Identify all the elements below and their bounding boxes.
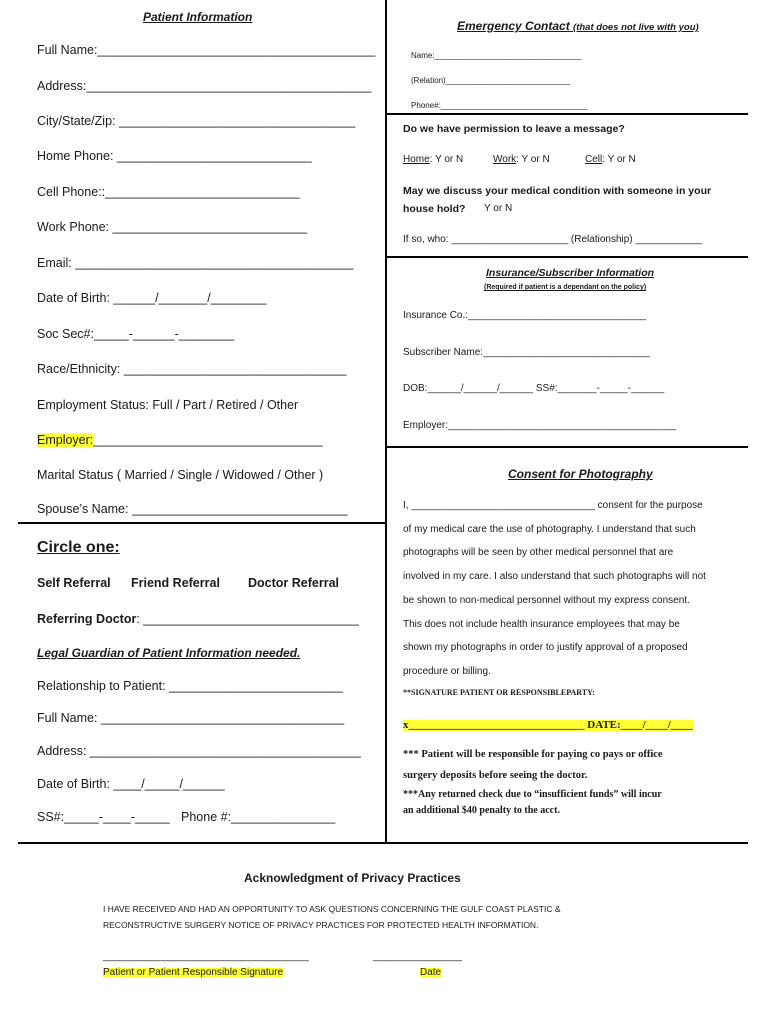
- consent-signature-label: **SIGNATURE PATIENT OR RESPONSIBLEPARTY:: [403, 688, 595, 697]
- consent-line: I, _________________________________ consent for the purpose: [403, 500, 703, 511]
- legal-guardian-heading: Legal Guardian of Patient Information needed.: [37, 646, 301, 660]
- consent-signature-line[interactable]: x________________________________ DATE:____/____/____: [403, 719, 693, 731]
- employer-field[interactable]: [37, 434, 323, 447]
- emergency-contact-title: Emergency Contact: [457, 19, 570, 33]
- returned-check-notice-line: an additional $40 penalty to the acct.: [403, 805, 560, 816]
- friend-referral-option[interactable]: Friend Referral: [131, 576, 220, 590]
- privacy-signature-label: Patient or Patient Responsible Signature: [103, 967, 284, 978]
- left-section-divider: [18, 522, 386, 524]
- insurance-company-field[interactable]: Insurance Co.:________________________________: [403, 310, 647, 321]
- marital-status-field[interactable]: Marital Status ( Married / Single / Widowed / Other ): [37, 468, 324, 482]
- discuss-condition-question: May we discuss your medical condition with someone in your: [403, 185, 712, 197]
- address-field[interactable]: Address:_________________________________________: [37, 79, 372, 93]
- consent-line: of my medical care the use of photography. I understand that such: [403, 524, 696, 535]
- doctor-referral-option[interactable]: Doctor Referral: [248, 576, 339, 590]
- consent-line: be shown to non-medical personnel without my express consent.: [403, 595, 690, 606]
- home-message-option[interactable]: [403, 155, 463, 165]
- guardian-phone-field[interactable]: Phone #:_______________: [181, 810, 336, 824]
- emergency-contact-heading: [457, 20, 699, 33]
- column-divider: [385, 0, 387, 843]
- guardian-full-name-field[interactable]: Full Name: ___________________________________: [37, 711, 345, 725]
- page-bottom-divider: [18, 842, 748, 844]
- insurance-heading: Insurance/Subscriber Information: [486, 267, 655, 279]
- work-phone-field[interactable]: Work Phone: ____________________________: [37, 220, 308, 234]
- guardian-ss-field[interactable]: SS#:_____-____-_____: [37, 810, 170, 824]
- if-so-who-field[interactable]: If so, who: _____________________ (Relationship) ____________: [403, 234, 703, 245]
- consent-line: photographs will be seen by other medical personnel that are: [403, 547, 674, 558]
- copay-notice-line: *** Patient will be responsible for paying co pays or office: [403, 749, 663, 760]
- self-referral-option[interactable]: Self Referral: [37, 576, 111, 590]
- insurance-note: (Required if patient is a dependant on the policy): [484, 284, 647, 291]
- date-of-birth-field[interactable]: Date of Birth: ______/_______/________: [37, 291, 267, 305]
- referring-doctor-line: : _______________________________: [136, 612, 359, 626]
- cell-phone-field[interactable]: Cell Phone::____________________________: [37, 185, 300, 199]
- home-options: : Y or N: [429, 154, 464, 165]
- subscriber-name-field[interactable]: Subscriber Name:______________________________: [403, 347, 650, 358]
- household-options[interactable]: Y or N: [484, 203, 513, 214]
- employer-line: _________________________________: [93, 433, 323, 447]
- subscriber-employer-field[interactable]: Employer:_________________________________________: [403, 420, 677, 431]
- right-divider-emergency: [386, 113, 748, 115]
- guardian-dob-field[interactable]: Date of Birth: ____/_____/______: [37, 777, 225, 791]
- cell-options: : Y or N: [602, 154, 636, 165]
- ssn-field[interactable]: Soc Sec#:_____-______-________: [37, 327, 235, 341]
- emergency-phone-field[interactable]: Phone#:_________________________________: [411, 101, 588, 110]
- race-ethnicity-field[interactable]: Race/Ethnicity: ________________________________: [37, 362, 347, 376]
- cell-message-option[interactable]: [585, 155, 636, 165]
- privacy-signature-line[interactable]: _____________________________________: [103, 951, 309, 962]
- cell-label: Cell: [585, 154, 603, 165]
- leave-message-question: Do we have permission to leave a message?: [403, 123, 625, 135]
- home-label: Home: [403, 154, 430, 165]
- privacy-body-line: I HAVE RECEIVED AND HAD AN OPPORTUNITY TO ASK QUESTIONS CONCERNING THE GULF COAST PLASTIC &: [103, 904, 561, 914]
- emergency-contact-subtitle: (that does not live with you): [573, 22, 699, 33]
- subscriber-dob-ss-field[interactable]: DOB:______/______/______ SS#:_______-_____-______: [403, 383, 665, 394]
- full-name-field[interactable]: Full Name:________________________________________: [37, 43, 376, 57]
- privacy-heading: Acknowledgment of Privacy Practices: [244, 871, 461, 885]
- work-message-option[interactable]: [493, 155, 550, 165]
- consent-heading: Consent for Photography: [508, 467, 653, 481]
- spouse-name-field[interactable]: Spouse’s Name: _______________________________: [37, 502, 348, 516]
- consent-line: involved in my care. I also understand that such photographs will not: [403, 571, 706, 582]
- copay-notice-line: surgery deposits before seeing the doctor.: [403, 770, 588, 781]
- relationship-field[interactable]: Relationship to Patient: _________________________: [37, 679, 343, 693]
- privacy-body-line: RECONSTRUCTIVE SURGERY NOTICE OF PRIVACY PRACTICES FOR PROTECTED HEALTH INFORMATION.: [103, 920, 539, 930]
- referring-doctor-label: Referring Doctor: [37, 612, 137, 626]
- email-field[interactable]: Email: ________________________________________: [37, 256, 354, 270]
- returned-check-notice-line: ***Any returned check due to “insufficient funds” will incur: [403, 789, 662, 800]
- emergency-relation-field[interactable]: (Relation)____________________________: [411, 76, 571, 85]
- emergency-name-field[interactable]: Name:_________________________________: [411, 51, 582, 60]
- home-phone-field[interactable]: Home Phone: ____________________________: [37, 149, 312, 163]
- consent-line: shown my photographs in order to justify approval of a proposed: [403, 642, 688, 653]
- employment-status-field[interactable]: Employment Status: Full / Part / Retired / Other: [37, 398, 299, 412]
- work-options: : Y or N: [516, 154, 550, 165]
- guardian-address-field[interactable]: Address: _______________________________________: [37, 744, 361, 758]
- referring-doctor-field[interactable]: [37, 613, 359, 626]
- consent-line: procedure or billing.: [403, 666, 491, 677]
- city-state-zip-field[interactable]: City/State/Zip: __________________________________: [37, 114, 356, 128]
- work-label: Work: [493, 154, 517, 165]
- household-question: house hold?: [403, 203, 466, 215]
- privacy-date-line[interactable]: ________________: [373, 951, 462, 962]
- patient-info-heading: Patient Information: [143, 10, 253, 24]
- circle-one-heading: Circle one:: [37, 539, 120, 556]
- privacy-date-label: Date: [420, 967, 442, 978]
- right-divider-insurance: [386, 256, 748, 258]
- employer-label: Employer:: [37, 433, 94, 447]
- right-divider-consent: [386, 446, 748, 448]
- consent-line: This does not include health insurance employees that may be: [403, 619, 680, 630]
